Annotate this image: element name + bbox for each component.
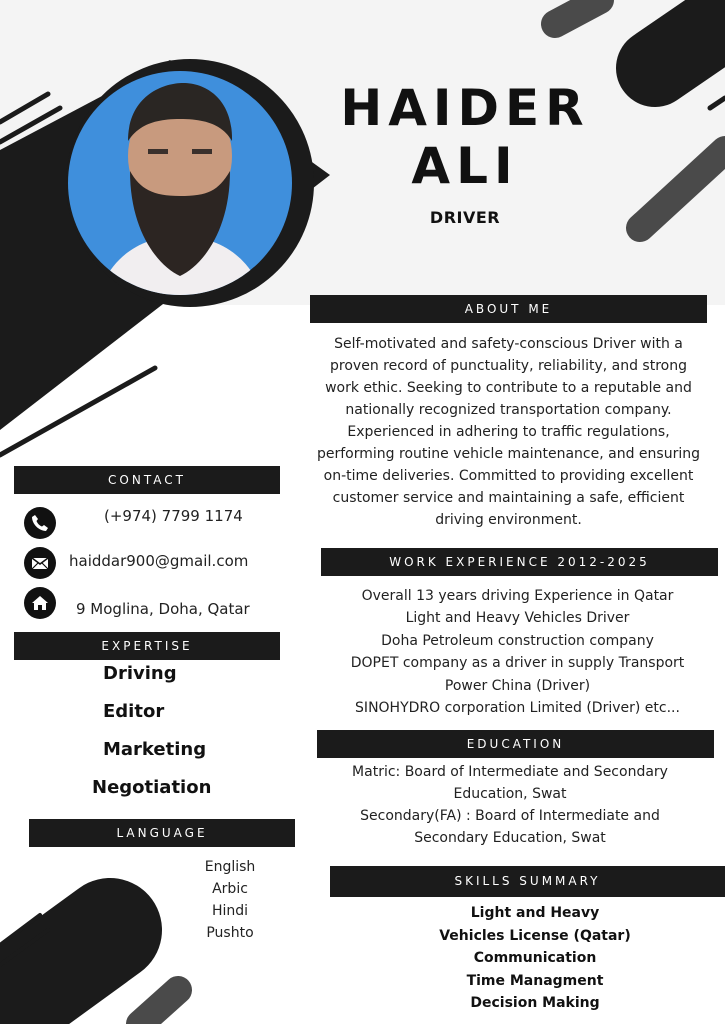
- phone-icon: [24, 507, 56, 539]
- home-icon: [24, 587, 56, 619]
- expertise-item: Editor: [103, 701, 165, 722]
- skill-item: Communication: [473, 950, 597, 966]
- work-line: Light and Heavy Vehicles Driver: [405, 610, 630, 627]
- skill-item: Time Managment: [466, 972, 604, 989]
- about-text: [292, 333, 725, 531]
- skill-item: Decision Making: [470, 995, 600, 1011]
- about-line: driving environment.: [435, 512, 582, 528]
- skill-item: Light and Heavy: [470, 905, 600, 921]
- first-name: HAIDER: [340, 79, 590, 137]
- language-list: [180, 856, 280, 944]
- language-heading: LANGUAGE: [29, 819, 295, 847]
- work-text: [310, 585, 725, 719]
- work-heading: WORK EXPERIENCE 2012-2025: [321, 548, 718, 576]
- about-heading: ABOUT ME: [310, 295, 707, 323]
- expertise-item: Marketing: [103, 739, 207, 760]
- education-heading: EDUCATION: [317, 730, 714, 758]
- profile-photo: [68, 71, 292, 295]
- work-line: Power China (Driver): [444, 677, 591, 694]
- about-line: proven record of punctuality, reliability, and strong: [330, 358, 687, 374]
- mail-icon: [24, 547, 56, 579]
- skills-heading: SKILLS SUMMARY: [330, 866, 725, 897]
- language-item: Arbic: [212, 881, 248, 897]
- about-line: Experienced in adhering to traffic regulations,: [347, 424, 670, 440]
- contact-address: 9 Moglina, Doha, Qatar: [76, 600, 250, 618]
- about-line: nationally recognized transportation company.: [345, 402, 672, 418]
- work-line: SINOHYDRO corporation Limited (Driver) etc...: [355, 700, 680, 717]
- education-line: Secondary(FA) : Board of Intermediate and: [360, 808, 660, 824]
- about-line: Self-motivated and safety-conscious Driver with a: [334, 336, 683, 352]
- education-line: Matric: Board of Intermediate and Secondary: [352, 764, 668, 780]
- education-line: Secondary Education, Swat: [414, 830, 606, 846]
- about-line: work ethic. Seeking to contribute to a reputable and: [325, 380, 692, 396]
- skill-item: Vehicles License (Qatar): [439, 927, 631, 944]
- work-line: Doha Petroleum construction company: [381, 632, 654, 649]
- skills-list: [400, 902, 670, 1015]
- expertise-item: Negotiation: [92, 777, 212, 798]
- job-title: DRIVER: [429, 208, 501, 227]
- last-name: ALI: [411, 137, 519, 195]
- work-line: Overall 13 years driving Experience in Qatar: [361, 588, 674, 604]
- language-item: Pushto: [206, 925, 254, 941]
- education-line: Education, Swat: [453, 786, 567, 802]
- about-line: on-time deliveries. Committed to providing excellent: [323, 468, 694, 484]
- work-line: DOPET company as a driver in supply Transport: [350, 655, 685, 672]
- expertise-heading: EXPERTISE: [14, 632, 280, 660]
- expertise-item: Driving: [103, 663, 177, 684]
- contact-phone[interactable]: (+974) 7799 1174: [104, 507, 243, 525]
- language-item: Hindi: [211, 903, 249, 919]
- about-line: customer service and maintaining a safe, efficient: [332, 490, 685, 506]
- about-line: performing routine vehicle maintenance, and ensuring: [317, 446, 700, 462]
- contact-email[interactable]: haiddar900@gmail.com: [69, 552, 249, 570]
- language-item: English: [204, 859, 256, 875]
- contact-heading: CONTACT: [14, 466, 280, 494]
- education-text: [310, 761, 710, 849]
